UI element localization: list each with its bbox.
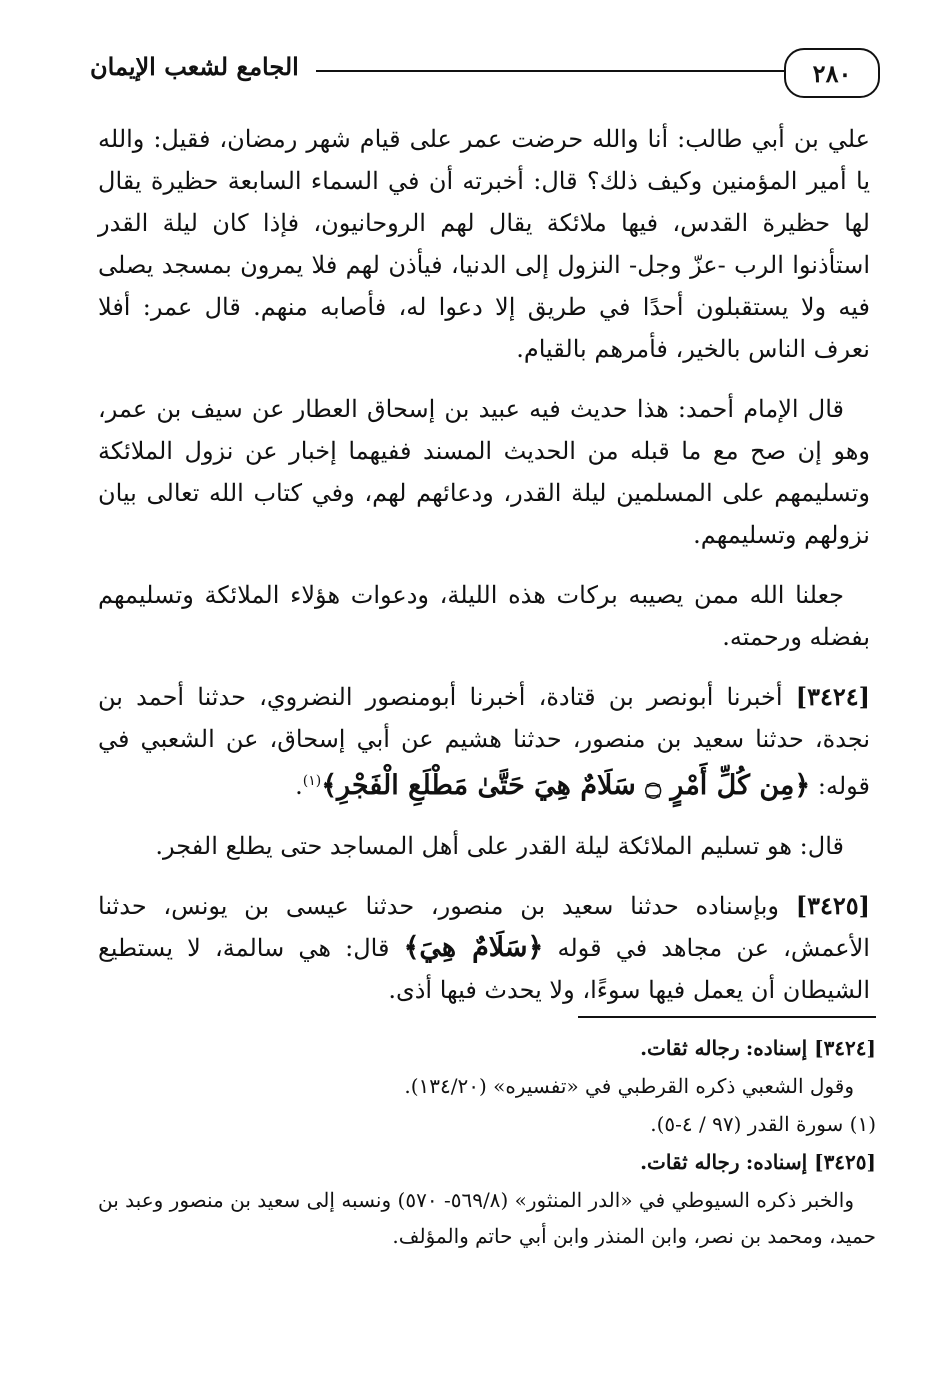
footnote-3424 xyxy=(98,1030,876,1066)
footnotes xyxy=(98,1030,876,1256)
running-title: الجامع لشعب الإيمان xyxy=(90,52,299,81)
hadith-3424-comment: قال: هو تسليم الملائكة ليلة القدر على أهل المساجد حتى يطلع الفجر. xyxy=(155,832,844,860)
footnote-label: [٣٤٢٤] إسناده: xyxy=(745,1036,876,1060)
footnote-separator xyxy=(578,1016,876,1018)
hadith-text: أخبرنا أبونصر بن قتادة، أخبرنا أبومنصور النضروي، حدثنا أحمد بن نجدة، حدثنا سعيد بن منصور، حدثنا هشيم عن أبي إسحاق، عن الشعبي في قوله: xyxy=(98,683,870,800)
main-text xyxy=(98,118,870,1029)
paragraph-3: جعلنا الله ممن يصيبه بركات هذه الليلة، ودعوات هؤلاء الملائكة وتسليمهم بفضله ورحمته. xyxy=(98,581,870,651)
hadith-text-continued: قال: هي سالمة، لا يستطيع الشيطان أن يعمل فيها سوءًا، ولا يحدث فيها أذى. xyxy=(98,934,870,1004)
footnote-3425 xyxy=(98,1144,876,1180)
footnote-text: رجاله ثقات. xyxy=(640,1036,740,1060)
hadith-3425 xyxy=(98,885,870,1011)
hadith-3424 xyxy=(98,676,870,807)
footnote-qurtubi: وقول الشعبي ذكره القرطبي في «تفسيره» (١٣٤/٢٠). xyxy=(404,1074,854,1098)
quran-quote: ﴿سَلَامٌ هِيَ﴾ xyxy=(403,932,544,963)
footnote-1: (١) سورة القدر (٩٧ / ٤-٥). xyxy=(650,1112,876,1136)
page-header xyxy=(70,40,880,100)
footnote-ref: (١) xyxy=(302,773,322,789)
sentence-end: . xyxy=(295,772,303,800)
hadith-text: وبإسناده حدثنا سعيد بن منصور، حدثنا عيسى بن يونس، حدثنا الأعمش، عن مجاهد في قوله xyxy=(98,892,870,962)
hadith-number: [٣٤٢٥] xyxy=(795,891,870,920)
hadith-number: [٣٤٢٤] xyxy=(795,682,870,711)
footnote-label: [٣٤٢٥] إسناده: xyxy=(745,1150,876,1174)
quran-quote: ﴿مِن كُلِّ أَمْرٍ ۝ سَلَامٌ هِيَ حَتَّىٰ مَطْلَعِ الْفَجْرِ﴾ xyxy=(321,770,811,801)
paragraph-1: علي بن أبي طالب: أنا والله حرضت عمر على قيام شهر رمضان، فقيل: والله يا أمير المؤمنين وكيف ذلك؟ قال: أخبرته أن في السماء السابعة حظيرة يقال لها حظيرة القدس، فيها ملائكة يقال لهم الروحانيون، فإذا كان ليلة القدر استأذنوا الرب -عزّ وجل- النزول إلى الدنيا، فيأذن لهم فلا يمرون بمسجد يصلى فيه ولا يستقبلون أحدًا في طريق إلا دعوا له، فأصابه منهم. قال عمر: أفلا نعرف الناس بالخير، فأمرهم بالقيام. xyxy=(98,125,870,363)
footnote-suyuti: والخبر ذكره السيوطي في «الدر المنثور» (٥٦٩/٨- ٥٧٠) ونسبه إلى سعيد بن منصور وعبد بن حميد، ومحمد بن نصر، وابن المنذر وابن أبي حاتم والمؤلف. xyxy=(98,1188,876,1248)
paragraph-2: قال الإمام أحمد: هذا حديث فيه عبيد بن إسحاق العطار عن سيف بن عمر، وهو إن صح مع ما قبله من الحديث المسند ففيهما إخبار عن نزول الملائكة وتسليمهم على المسلمين ليلة القدر، ودعائهم لهم، وفي كتاب الله تعالى بيان نزولهم وتسليمهم. xyxy=(98,395,870,549)
footnote-text: رجاله ثقات. xyxy=(640,1150,740,1174)
page-number: ٢٨٠ xyxy=(784,48,880,98)
header-rule xyxy=(316,70,786,72)
